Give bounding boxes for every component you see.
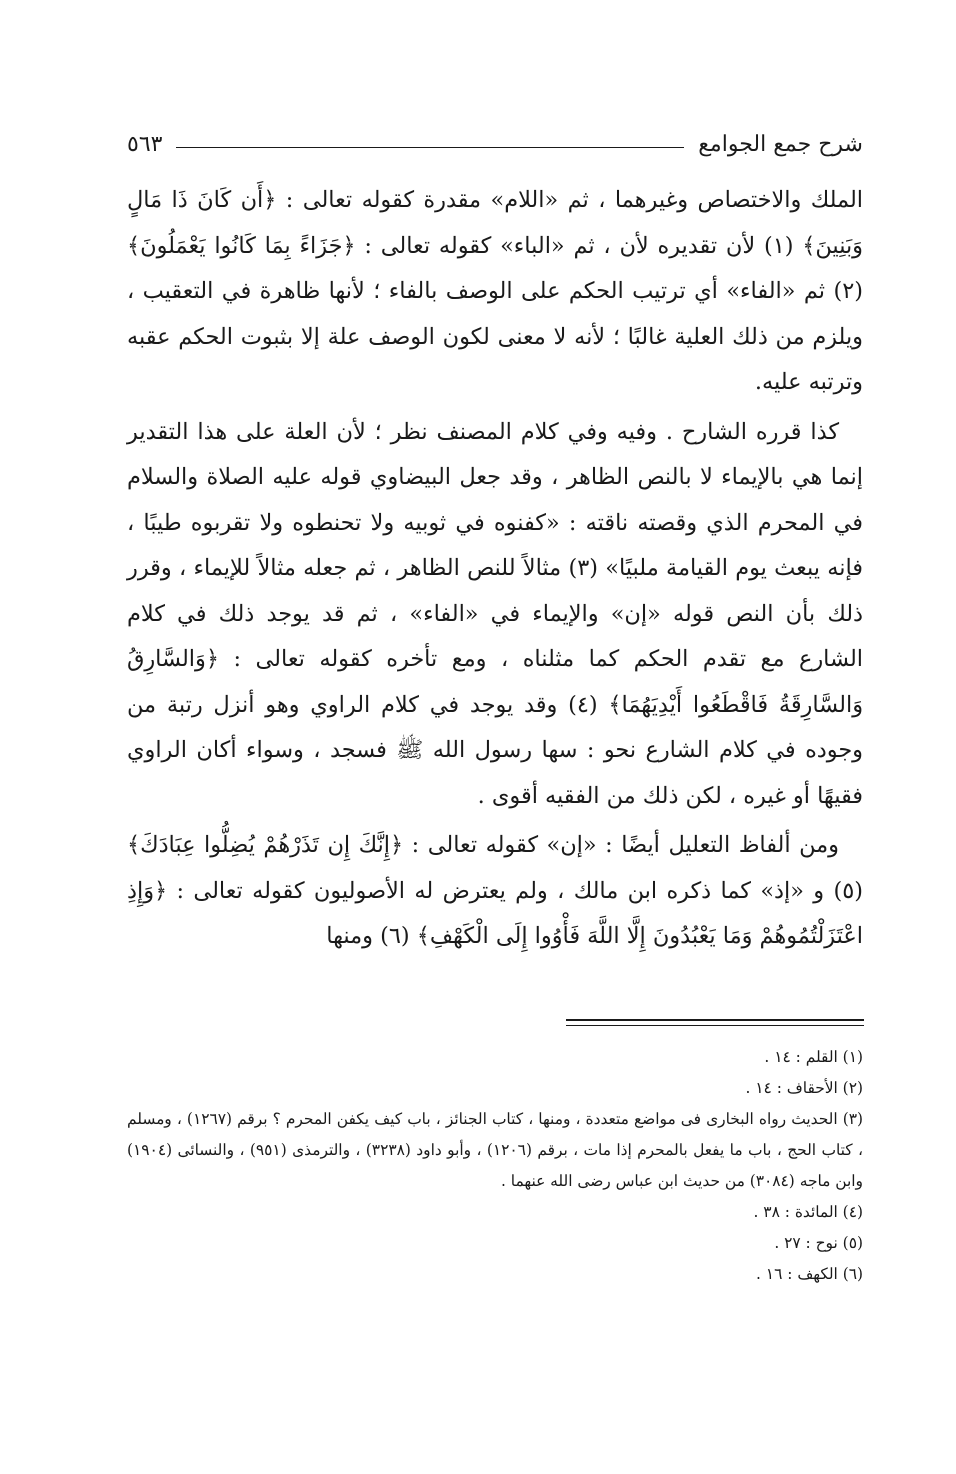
footnote-5: (٥) نوح : ٢٧ .: [774, 1234, 863, 1252]
footnote-1: (١) القلم : ١٤ .: [764, 1048, 863, 1066]
header-rule: [176, 147, 684, 148]
paragraph-3: ومن ألفاظ التعليل أيضًا : «إن» كقوله تعالى : ﴿إِنَّكَ إِن تَذَرْهُمْ يُضِلُّوا عِبَادَكَ﴾ (٥) و «إذ» كما ذكره ابن مالك ، ولم يعترض له الأصوليون كقوله تعالى : ﴿وَإِذِ اعْتَزَلْتُمُوهُمْ وَمَا يَعْبُدُونَ إِلَّا اللَّهَ فَأْوُوا إِلَى الْكَهْفِ﴾ (٦) ومنها: [127, 832, 863, 949]
paragraph-1: الملك والاختصاص وغيرهما ، ثم «اللام» مقدرة كقوله تعالى : ﴿أَن كَانَ ذَا مَالٍ وَبَنِينَ﴾ (١) لأن تقديره لأن ، ثم «الباء» كقوله تعالى : ﴿جَزَاءً بِمَا كَانُوا يَعْمَلُونَ﴾ (٢) ثم «الفاء» أي ترتيب الحكم على الوصف بالفاء ؛ لأنها ظاهرة في التعقيب ، ويلزم من ذلك العلية غالبًا ؛ لأنه لا معنى لكون الوصف علة إلا بثبوت الحكم عقبه وترتبه عليه.: [127, 187, 863, 395]
running-header: [127, 124, 863, 164]
footnote-3: (٣) الحديث رواه البخارى فى مواضع متعددة ، ومنها ، كتاب الجنائز ، باب كيف يكفن المحرم ؟ برقم (١٢٦٧) ، ومسلم ، كتاب الحج ، باب ما يفعل بالمحرم إذا مات ، برقم (١٢٠٦) ، وأبو داود (٣٢٣٨) ، والترمذى (٩٥١) ، والنسائى (١٩٠٤) وابن ماجه (٣٠٨٤) من حديث ابن عباس رضى الله عنهما .: [127, 1110, 863, 1190]
page-number: ٥٦٣: [127, 131, 163, 157]
footnote-separator: [566, 1019, 864, 1026]
footnotes: [127, 1042, 863, 1290]
footnote-6: (٦) الكهف : ١٦ .: [756, 1265, 863, 1283]
paragraph-2: كذا قرره الشارح . وفيه وفي كلام المصنف نظر ؛ لأن العلة على هذا التقدير إنما هي بالإيماء لا بالنص الظاهر ، وقد جعل البيضاوي قوله عليه الصلاة والسلام في المحرم الذي وقصته ناقته : «كفنوه في ثوبيه ولا تحنطوه ولا تقربوه طيبًا ، فإنه يبعث يوم القيامة ملبيًا» (٣) مثالاً للنص الظاهر ، ثم جعله مثالاً للإيماء ، وقرر ذلك بأن النص قوله «إن» والإيماء في «الفاء» ، ثم قد يوجد ذلك في كلام الشارع مع تقدم الحكم كما مثلناه ، ومع تأخره كقوله تعالى : ﴿وَالسَّارِقُ وَالسَّارِقَةُ فَاقْطَعُوا أَيْدِيَهُمَا﴾ (٤) وقد يوجد في كلام الراوي وهو أنزل رتبة من وجوده في كلام الشارع نحو : سها رسول الله ﷺ فسجد ، وسواء أكان الراوي فقيهًا أو غيره ، لكن ذلك من الفقيه أقوى .: [127, 418, 864, 809]
footnote-4: (٤) المائدة : ٣٨ .: [753, 1203, 863, 1221]
main-text: [127, 178, 863, 960]
footnote-2: (٢) الأحقاف : ١٤ .: [745, 1079, 863, 1097]
book-title: شرح جمع الجوامع: [698, 131, 863, 157]
